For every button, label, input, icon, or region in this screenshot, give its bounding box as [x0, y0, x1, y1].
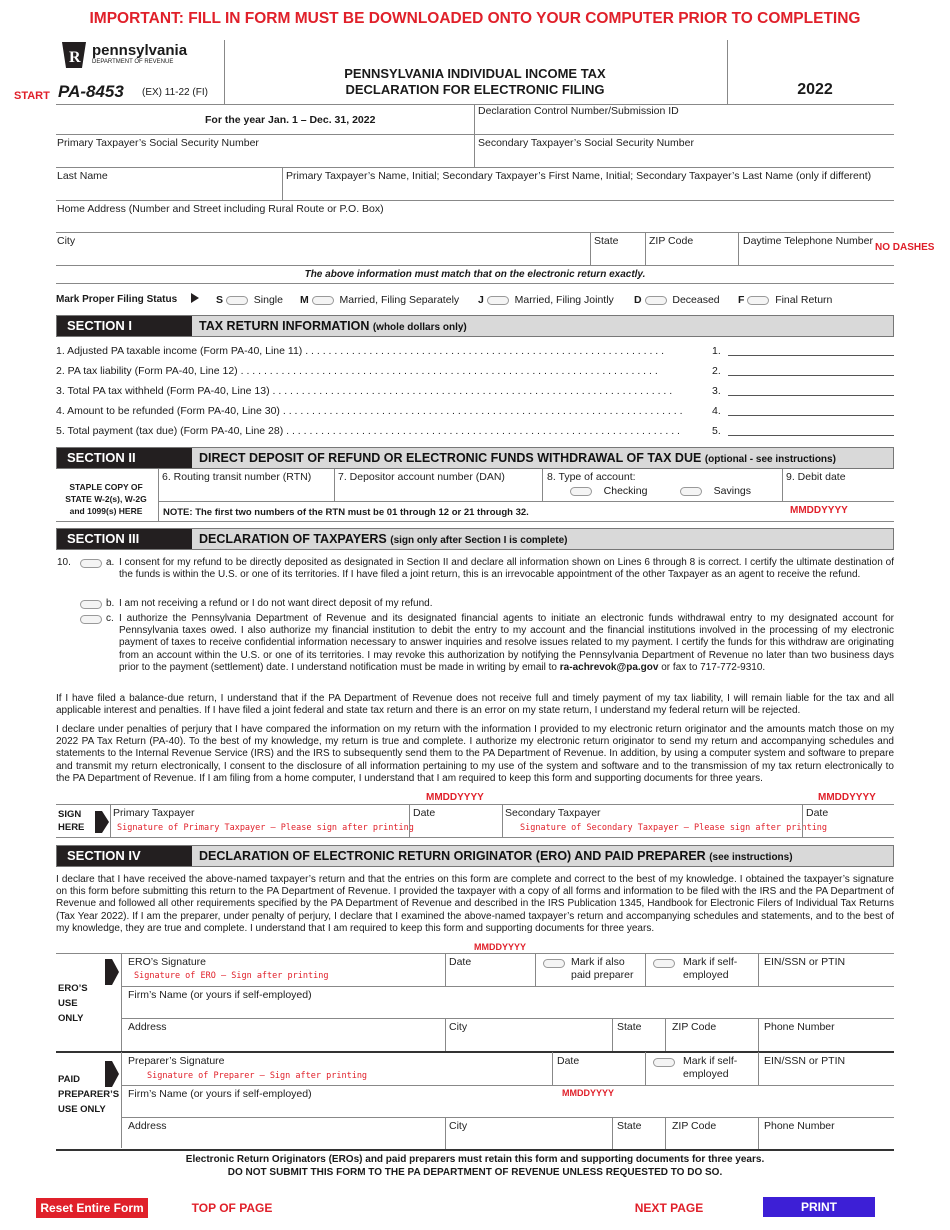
radio-oval[interactable]	[680, 487, 702, 496]
date-format-hint: MMDDYYYY	[474, 942, 527, 952]
item-letter: c.	[106, 613, 114, 624]
preparer-arrow-icon	[104, 1060, 120, 1088]
consent-a-text: I consent for my refund to be directly deposited as designated in Section II and declare all information shown on Lines 6 through 8 is correct. I certify the ultimate destination of the funds is within the U.S. or one of its territories. If I have filed a joint return, this is an irrevocable appointment of the other Taxpayer as an agent to receive the refund.	[119, 557, 894, 581]
tax-period: For the year Jan. 1 – Dec. 31, 2022	[205, 114, 376, 126]
form-revision: (EX) 11-22 (FI)	[142, 87, 208, 98]
download-banner: IMPORTANT: FILL IN FORM MUST BE DOWNLOADED ONTO YOUR COMPUTER PRIOR TO COMPLETING	[89, 10, 861, 27]
logo-name: pennsylvania	[92, 42, 188, 59]
line-number: 3.	[712, 385, 721, 397]
consent-c-checkbox[interactable]	[80, 615, 102, 624]
consent-b-checkbox[interactable]	[80, 600, 102, 609]
preparer-self-employed-checkbox[interactable]	[653, 1058, 675, 1067]
consent-c-text: I authorize the Pennsylvania Department of Revenue and its designated financial agents to initiate an electronic funds withdrawal entry to my designated account for Pennsylvania taxes owed. I also authorize my financial institution to debit the entry to my account and the financial institutions involved in the processing of my electronic payment of taxes to receive confidential information necessary to answer inquiries and resolve issues related to my payment. I certify the funds for this withdraw are originating from an account within the U.S. or one of its territories. I may revoke this authorization by notifying the Pennsylvania Department of Revenue no later than two business days prior to the payment (settlement) date. I understand notification must be made in writing by email to ra-achrevok@pa.gov or fax to 717-772-9310.	[119, 613, 894, 673]
ero-zip-field[interactable]: ZIP Code	[672, 1021, 717, 1033]
pa-logo	[60, 40, 88, 73]
section-2-header	[56, 447, 894, 469]
filing-code: D	[634, 294, 642, 306]
retain-note: Electronic Return Originators (EROs) and paid preparers must retain this form and supporting documents for three years.	[185, 1154, 765, 1165]
preparer-firm-field[interactable]: Firm’s Name (or yours if self-employed)	[128, 1088, 312, 1100]
ero-arrow-icon	[104, 958, 120, 986]
line-number: 4.	[712, 405, 721, 417]
section-4-header	[56, 845, 894, 867]
ero-signature-field[interactable]: Signature of ERO – Sign after printing	[134, 971, 329, 981]
preparer-zip-field[interactable]: ZIP Code	[672, 1120, 717, 1132]
preparer-signature-label: Preparer’s Signature	[128, 1055, 225, 1067]
line-5-amount[interactable]	[728, 422, 894, 436]
primary-date-field[interactable]: Date	[413, 807, 436, 819]
section-1-header	[56, 315, 894, 337]
savings-label: Savings	[713, 485, 752, 497]
preparer-use-only-label: PAID PREPARER’S USE ONLY	[58, 1074, 120, 1115]
zip-field[interactable]: ZIP Code	[649, 235, 694, 247]
filing-label: Deceased	[672, 294, 720, 306]
section-tag: SECTION I	[57, 316, 192, 336]
state-field[interactable]: State	[594, 235, 619, 247]
logo-dept: DEPARTMENT OF REVENUE	[92, 59, 174, 65]
radio-oval[interactable]	[747, 296, 769, 305]
staple-note: STAPLE COPY OF STATE W-2(s), W-2G and 1099(s) HERE	[65, 482, 147, 516]
also-paid-checkbox[interactable]	[543, 959, 565, 968]
ero-firm-field[interactable]: Firm’s Name (or yours if self-employed)	[128, 989, 312, 1001]
filing-option-deceased[interactable]	[634, 294, 720, 306]
filing-option-separate[interactable]	[300, 294, 459, 306]
form-title-1: PENNSYLVANIA INDIVIDUAL INCOME TAX	[344, 66, 606, 81]
preparer-signature-field[interactable]: Signature of Preparer – Sign after printing	[147, 1071, 368, 1081]
secondary-signature-label: Secondary Taxpayer	[505, 807, 601, 819]
section-title: DECLARATION OF ELECTRONIC RETURN ORIGINATOR (ERO) AND PAID PREPARER (see instructions)	[199, 849, 793, 863]
ero-city-field[interactable]: City	[449, 1021, 468, 1033]
next-page-button[interactable]: NEXT PAGE	[634, 1201, 704, 1215]
phone-field[interactable]: Daytime Telephone Number	[743, 235, 873, 247]
filing-code: M	[300, 294, 309, 306]
radio-oval[interactable]	[487, 296, 509, 305]
balance-due-text: If I have filed a balance-due return, I understand that if the PA Department of Revenue does not receive full and timely payment of my tax liability, I will remain liable for the tax and all applicable interest and penalties. If I have filed a joint federal and state tax return and there is an error on my state return, I understand my federal return will be rejected.	[56, 693, 894, 717]
preparer-state-field[interactable]: State	[617, 1120, 642, 1132]
svg-text:R: R	[69, 49, 81, 66]
line-number: 1.	[712, 345, 721, 357]
line-4: 4. Amount to be refunded (Form PA-40, Line 30) . . . . . . . . . . . . . . . . . . . . . . . . . . . . . . . . . . . . . . . . . . . . . . . . . . . . . . . . . . . . . . . . . . . . .	[56, 405, 683, 417]
radio-oval[interactable]	[570, 487, 592, 496]
form-number: PA-8453	[58, 82, 124, 101]
section-title: DECLARATION OF TAXPAYERS (sign only after Section I is complete)	[199, 532, 568, 546]
radio-oval[interactable]	[312, 296, 334, 305]
perjury-text: I declare under penalties of perjury that I have compared the information on my return with the information I provided to my electronic return originator and the amounts match those on my 2022 PA Tax Return (PA-40). To the best of my knowledge, my return is true and complete. I authorize my electronic return originator to send my return and accompanying schedules and statements to the Internal Revenue Service (IRS) and the IRS to subsequently send them to the PA Department of Revenue. In addition, by using a computer system and software to prepare and transmit my return electronically, I consent to the disclosure of all information pertaining to my use of the system and software and to the transmission of my tax return electronically to the PA Department of Revenue. If I am filing from a home computer, I understand that I am required to keep this form and supporting documents for three years.	[56, 724, 894, 784]
reset-form-button[interactable]: Reset Entire Form	[36, 1198, 148, 1218]
filing-option-final[interactable]	[738, 294, 832, 306]
arrow-right-icon	[190, 292, 200, 304]
date-format-hint: MMDDYYYY	[818, 792, 876, 803]
line-2: 2. PA tax liability (Form PA-40, Line 12) . . . . . . . . . . . . . . . . . . . . . . . . . . . . . . . . . . . . . . . . . . . . . . . . . . . . . . . . . . . . . . . . . . . . . . . .	[56, 365, 658, 377]
section-3-header	[56, 528, 894, 550]
ero-state-field[interactable]: State	[617, 1021, 642, 1033]
ero-ein-field[interactable]: EIN/SSN or PTIN	[764, 956, 846, 968]
filing-label: Final Return	[775, 294, 833, 306]
consent-a-checkbox[interactable]	[80, 559, 102, 568]
consent-b-text: I am not receiving a refund or I do not want direct deposit of my refund.	[119, 598, 433, 609]
no-dashes-note: NO DASHES	[875, 242, 935, 253]
line-number: 5.	[712, 425, 721, 437]
item-letter: b.	[106, 598, 115, 609]
ero-use-only-label: ERO’S USE ONLY	[58, 983, 88, 1024]
preparer-city-field[interactable]: City	[449, 1120, 468, 1132]
filing-option-joint[interactable]	[478, 294, 614, 306]
debit-date-field[interactable]: 9. Debit date	[786, 471, 846, 483]
section-title: TAX RETURN INFORMATION (whole dollars only)	[199, 319, 467, 333]
last-name-field[interactable]: Last Name	[57, 170, 108, 182]
filing-label: Married, Filing Jointly	[514, 294, 614, 306]
savings-option[interactable]	[680, 485, 751, 497]
secondary-ssn-field[interactable]: Secondary Taxpayer’s Social Security Number	[478, 137, 694, 149]
names-field[interactable]: Primary Taxpayer’s Name, Initial; Secondary Taxpayer’s First Name, Initial; Secondary Taxpayer’s Last Name (only if different)	[286, 170, 872, 182]
primary-signature-label: Primary Taxpayer	[113, 807, 195, 819]
checking-option[interactable]	[570, 485, 647, 497]
self-employed-label: Mark if self-employed	[683, 956, 738, 981]
date-format-hint: MMDDYYYY	[790, 505, 848, 516]
ero-address-field[interactable]: Address	[128, 1021, 167, 1033]
rtn-field[interactable]: 6. Routing transit number (RTN)	[162, 471, 312, 483]
match-note: The above information must match that on the electronic return exactly.	[304, 269, 646, 280]
secondary-date-field[interactable]: Date	[806, 807, 829, 819]
city-field[interactable]: City	[57, 235, 76, 247]
dan-field[interactable]: 7. Depositor account number (DAN)	[338, 471, 505, 483]
ero-signature-label: ERO’s Signature	[128, 956, 207, 968]
sign-arrow-icon	[94, 810, 110, 834]
filing-code: J	[478, 294, 484, 306]
start-marker: START	[14, 90, 50, 102]
revoke-email[interactable]: ra-achrevok@pa.gov	[559, 661, 659, 673]
tax-year: 2022	[797, 81, 833, 98]
ero-declaration-text: I declare that I have received the above-named taxpayer’s return and that the entries on this form are complete and correct to the best of my knowledge. I obtained the taxpayer’s signature on this form before submitting this return to the PA Department of Revenue. I provided the taxpayer with a copy of all forms and information to be filed with the IRS and the PA Department of Revenue and followed all other requirements specified by the PA Department of Revenue and described in the IRS Publication 1345, Handbook for Electronic Filers of Individual Tax Returns (Tax Year 2022). If I am the preparer, under penalty of perjury, I declare that I examined the above-named taxpayer’s return and accompanying schedules and statements, and to the best of my knowledge, they are true and complete. I understand that I am required to keep this form and supporting documents for three years.	[56, 874, 894, 934]
filing-status-label: Mark Proper Filing Status	[56, 294, 178, 305]
line-5: 5. Total payment (tax due) (Form PA-40, Line 28) . . . . . . . . . . . . . . . . . . . . . . . . . . . . . . . . . . . . . . . . . . . . . . . . . . . . . . . . . . . . . . . . . . . .	[56, 425, 680, 437]
line-1-amount[interactable]	[728, 342, 894, 356]
line-3: 3. Total PA tax withheld (Form PA-40, Line 13) . . . . . . . . . . . . . . . . . . . . . . . . . . . . . . . . . . . . . . . . . . . . . . . . . . . . . . . . . . . . . . . . . . . . .	[56, 385, 673, 397]
checking-label: Checking	[603, 485, 648, 497]
section-title: DIRECT DEPOSIT OF REFUND OR ELECTRONIC FUNDS WITHDRAWAL OF TAX DUE (optional - see instructions)	[199, 451, 836, 465]
preparer-date-field[interactable]: Date	[557, 1055, 580, 1067]
radio-oval[interactable]	[645, 296, 667, 305]
address-field[interactable]: Home Address (Number and Street including Rural Route or P.O. Box)	[57, 203, 384, 215]
form-title-2: DECLARATION FOR ELECTRONIC FILING	[345, 82, 605, 97]
filing-option-single[interactable]	[216, 294, 283, 306]
line-4-amount[interactable]	[728, 402, 894, 416]
radio-oval[interactable]	[226, 296, 248, 305]
line-10-number: 10.	[57, 557, 71, 568]
do-not-submit-note: DO NOT SUBMIT THIS FORM TO THE PA DEPARTMENT OF REVENUE UNLESS REQUESTED TO DO SO.	[227, 1167, 723, 1178]
primary-ssn-field[interactable]: Primary Taxpayer’s Social Security Number	[57, 137, 259, 149]
self-employed-label: Mark if self-employed	[683, 1055, 738, 1080]
print-button[interactable]: PRINT	[763, 1197, 875, 1217]
filing-label: Married, Filing Separately	[339, 294, 460, 306]
primary-signature-field[interactable]: Signature of Primary Taxpayer – Please sign after printing	[117, 823, 414, 833]
secondary-signature-field[interactable]: Signature of Secondary Taxpayer – Please sign after printing	[520, 823, 828, 833]
sign-label: SIGN	[58, 809, 82, 820]
item-letter: a.	[106, 557, 115, 568]
section-tag: SECTION II	[57, 448, 192, 468]
keystone-icon	[60, 40, 88, 70]
line-3-amount[interactable]	[728, 382, 894, 396]
date-format-hint: MMDDYYYY	[426, 792, 484, 803]
line-1: 1. Adjusted PA taxable income (Form PA-40, Line 11) . . . . . . . . . . . . . . . . . . . . . . . . . . . . . . . . . . . . . . . . . . . . . . . . . . . . . . . . . . . . . .	[56, 345, 665, 357]
top-of-page-button[interactable]: TOP OF PAGE	[191, 1201, 273, 1215]
line-2-amount[interactable]	[728, 362, 894, 376]
date-format-hint: MMDDYYYY	[562, 1088, 615, 1098]
preparer-ein-field[interactable]: EIN/SSN or PTIN	[764, 1055, 846, 1067]
filing-label: Single	[253, 294, 283, 306]
ero-self-employed-checkbox[interactable]	[653, 959, 675, 968]
ero-date-field[interactable]: Date	[449, 956, 472, 968]
section-tag: SECTION III	[57, 529, 192, 549]
section-tag: SECTION IV	[57, 846, 192, 866]
preparer-address-field[interactable]: Address	[128, 1120, 167, 1132]
dcn-field[interactable]: Declaration Control Number/Submission ID	[478, 105, 679, 117]
account-type-label: 8. Type of account:	[547, 471, 636, 483]
preparer-phone-field[interactable]: Phone Number	[764, 1120, 835, 1132]
rtn-note: NOTE: The first two numbers of the RTN must be 01 through 12 or 21 through 32.	[163, 507, 529, 518]
also-paid-label: Mark if also paid preparer	[571, 956, 634, 981]
filing-code: F	[738, 294, 745, 306]
ero-phone-field[interactable]: Phone Number	[764, 1021, 835, 1033]
filing-code: S	[216, 294, 224, 306]
here-label: HERE	[58, 822, 85, 833]
line-number: 2.	[712, 365, 721, 377]
